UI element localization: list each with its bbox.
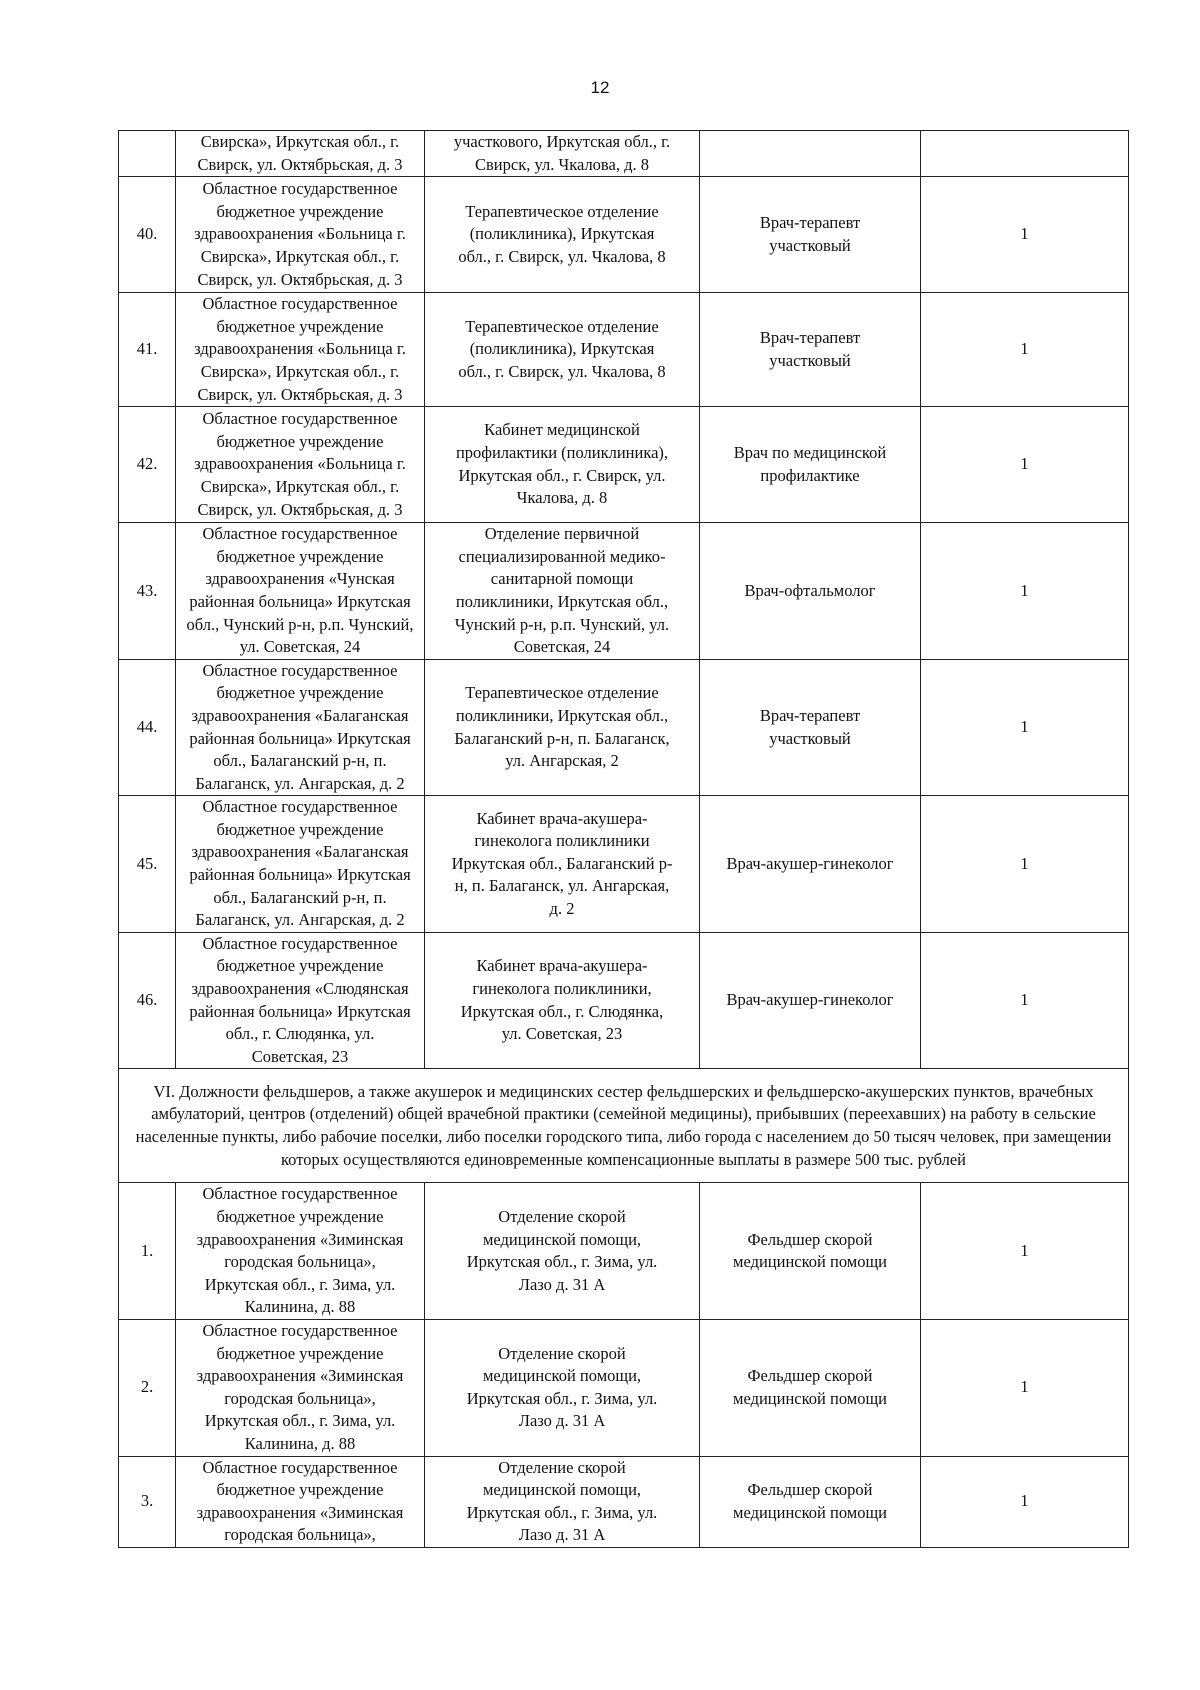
department-cell-text: Терапевтическое отделение поликлиники, Иркутская обл., Балаганский р-н, п. Балаганск, ул. Ангарская, 2 xyxy=(454,683,670,771)
count-cell-text: 1 xyxy=(1020,1377,1029,1397)
position-cell xyxy=(700,293,921,407)
row-number-text: 40. xyxy=(136,224,158,244)
organization-cell-text: Областное государственное бюджетное учреждение здравоохранения «Зиминская городская больница», Иркутская обл., г. Зима, ул. Калинина, д. 88 xyxy=(196,1320,404,1453)
department-cell xyxy=(425,659,700,796)
organization-cell xyxy=(176,1456,425,1547)
count-cell xyxy=(921,131,1129,177)
department-cell-text: Терапевтическое отделение (поликлиника), Иркутская обл., г. Свирск, ул. Чкалова, 8 xyxy=(458,316,666,381)
table-row xyxy=(119,1319,1129,1456)
department-cell xyxy=(425,932,700,1069)
count-cell xyxy=(921,1183,1129,1320)
organization-cell xyxy=(176,177,425,293)
organization-cell-text: Областное государственное бюджетное учреждение здравоохранения «Больница г. Свирска», Иркутская обл., г. Свирск, ул. Октябрьская, д. 3 xyxy=(194,409,406,519)
department-cell xyxy=(425,407,700,523)
position-cell-text: Врач-терапевт участковый xyxy=(759,213,861,255)
count-cell-text: 1 xyxy=(1020,339,1029,359)
row-number-text: 42. xyxy=(136,454,158,474)
row-number xyxy=(119,1319,176,1456)
table-row xyxy=(119,131,1129,177)
count-cell xyxy=(921,293,1129,407)
organization-cell-text: Областное государственное бюджетное учреждение здравоохранения «Балаганская районная больница» Иркутская обл., Балаганский р-н, п. Балаганск, ул. Ангарская, д. 2 xyxy=(189,797,411,930)
department-cell xyxy=(425,796,700,933)
organization-cell-text: Областное государственное бюджетное учреждение здравоохранения «Больница г. Свирска», Иркутская обл., г. Свирск, ул. Октябрьская, д. 3 xyxy=(194,179,406,289)
row-number-text: 2. xyxy=(140,1377,154,1397)
row-number xyxy=(119,177,176,293)
organization-cell-text: Свирска», Иркутская обл., г. Свирск, ул. Октябрьская, д. 3 xyxy=(197,132,403,174)
position-cell xyxy=(700,177,921,293)
table-row xyxy=(119,932,1129,1069)
organization-cell xyxy=(176,796,425,933)
department-cell-text: Отделение скорой медицинской помощи, Иркутская обл., г. Зима, ул. Лазо д. 31 А xyxy=(466,1343,658,1431)
position-cell xyxy=(700,407,921,523)
page-number: 12 xyxy=(590,78,610,97)
row-number-text: 41. xyxy=(136,339,158,359)
organization-cell xyxy=(176,1319,425,1456)
department-cell xyxy=(425,1319,700,1456)
row-number xyxy=(119,659,176,796)
department-cell-text: Отделение первичной специализированной медико- санитарной помощи поликлиники, Иркутская обл., Чунский р-н, р.п. Чунский, ул. Советская, 24 xyxy=(454,524,670,657)
count-cell xyxy=(921,932,1129,1069)
position-cell-text: Врач-терапевт участковый xyxy=(759,705,861,748)
organization-cell-text: Областное государственное бюджетное учреждение здравоохранения «Больница г. Свирска», Иркутская обл., г. Свирск, ул. Октябрьская, д. 3 xyxy=(194,294,406,404)
row-number-text: 1. xyxy=(140,1240,154,1260)
organization-cell xyxy=(176,932,425,1069)
department-cell-text: Кабинет врача-акушера- гинеколога поликлиники, Иркутская обл., г. Слюдянка, ул. Советская, 23 xyxy=(460,956,664,1044)
position-cell-text: Фельдшер скорой медицинской помощи xyxy=(733,1480,887,1522)
position-cell-text: Врач по медицинской профилактике xyxy=(733,443,887,485)
table-body-after xyxy=(119,1183,1129,1548)
count-cell-text: 1 xyxy=(1020,853,1029,873)
row-number-text: 45. xyxy=(136,853,158,873)
table-row xyxy=(119,1456,1129,1547)
department-cell-text: Кабинет медицинской профилактики (поликлиника), Иркутская обл., г. Свирск, ул. Чкалова, д. 8 xyxy=(455,420,669,508)
position-cell-text: Врач-акушер-гинеколог xyxy=(726,853,894,873)
organization-cell-text: Областное государственное бюджетное учреждение здравоохранения «Зиминская городская больница», xyxy=(196,1457,404,1545)
organization-cell-text: Областное государственное бюджетное учреждение здравоохранения «Слюдянская районная больница» Иркутская обл., г. Слюдянка, ул. Советская, 23 xyxy=(189,933,411,1066)
department-cell-text: участкового, Иркутская обл., г. Свирск, ул. Чкалова, д. 8 xyxy=(453,132,671,174)
position-cell xyxy=(700,131,921,177)
section-vi-heading: VI. Должности фельдшеров, а также акушерок и медицинских сестер фельдшерских и фельдшерско-акушерских пунктов, врачебных амбулаторий, центров (отделений) общей врачебной практики (семейной медицины), прибывших (переехавших) на работу в сельские населенные пункты, либо рабочие поселки, либо поселки городского типа, либо города с населением до 50 тысяч человек, при замещении которых осуществляются единовременные компенсационные выплаты в размере 500 тыс. рублей xyxy=(119,1069,1129,1183)
table-row xyxy=(119,293,1129,407)
count-cell xyxy=(921,177,1129,293)
row-number xyxy=(119,1456,176,1547)
organization-cell xyxy=(176,407,425,523)
table-body-before xyxy=(119,131,1129,1069)
department-cell xyxy=(425,1456,700,1547)
organization-cell-text: Областное государственное бюджетное учреждение здравоохранения «Балаганская районная больница» Иркутская обл., Балаганский р-н, п. Балаганск, ул. Ангарская, д. 2 xyxy=(189,660,411,793)
department-cell-text: Терапевтическое отделение (поликлиника), Иркутская обл., г. Свирск, ул. Чкалова, 8 xyxy=(458,201,666,266)
count-cell-text: 1 xyxy=(1020,717,1029,737)
organization-cell-text: Областное государственное бюджетное учреждение здравоохранения «Зиминская городская больница», Иркутская обл., г. Зима, ул. Калинина, д. 88 xyxy=(196,1184,404,1317)
position-cell xyxy=(700,796,921,933)
row-number xyxy=(119,131,176,177)
table-row xyxy=(119,1183,1129,1320)
position-cell xyxy=(700,1183,921,1320)
organization-cell xyxy=(176,659,425,796)
organization-cell xyxy=(176,131,425,177)
department-cell xyxy=(425,523,700,660)
count-cell xyxy=(921,796,1129,933)
section-vi-body xyxy=(119,1069,1129,1183)
count-cell-text: 1 xyxy=(1020,1240,1029,1260)
department-cell xyxy=(425,293,700,407)
table-row xyxy=(119,796,1129,933)
department-cell-text: Кабинет врача-акушера- гинеколога поликлиники Иркутская обл., Балаганский р- н, п. Балаганск, ул. Ангарская, д. 2 xyxy=(451,808,673,918)
position-cell xyxy=(700,932,921,1069)
department-cell xyxy=(425,1183,700,1320)
position-cell xyxy=(700,659,921,796)
table-row xyxy=(119,659,1129,796)
count-cell xyxy=(921,659,1129,796)
position-cell-text: Врач-терапевт участковый xyxy=(759,328,861,370)
row-number-text: 43. xyxy=(136,580,158,600)
position-cell-text: Фельдшер скорой медицинской помощи xyxy=(733,1229,887,1272)
position-cell-text: Врач-акушер-гинеколог xyxy=(726,990,894,1010)
row-number xyxy=(119,407,176,523)
row-number-text: 3. xyxy=(140,1491,154,1511)
count-cell-text: 1 xyxy=(1020,224,1029,244)
department-cell-text: Отделение скорой медицинской помощи, Иркутская обл., г. Зима, ул. Лазо д. 31 А xyxy=(466,1457,658,1545)
organization-cell xyxy=(176,523,425,660)
count-cell xyxy=(921,1456,1129,1547)
row-number xyxy=(119,293,176,407)
department-cell xyxy=(425,131,700,177)
count-cell-text: 1 xyxy=(1020,580,1029,600)
organization-cell-text: Областное государственное бюджетное учреждение здравоохранения «Чунская районная больница» Иркутская обл., Чунский р-н, р.п. Чунский, ул. Советская, 24 xyxy=(186,524,414,657)
row-number xyxy=(119,932,176,1069)
organization-cell xyxy=(176,293,425,407)
positions-table xyxy=(118,130,1129,1548)
row-number-text: 46. xyxy=(136,990,158,1010)
row-number xyxy=(119,1183,176,1320)
row-number-text: 44. xyxy=(136,717,158,737)
count-cell-text: 1 xyxy=(1020,1491,1029,1511)
count-cell-text: 1 xyxy=(1020,454,1029,474)
count-cell xyxy=(921,407,1129,523)
department-cell-text: Отделение скорой медицинской помощи, Иркутская обл., г. Зима, ул. Лазо д. 31 А xyxy=(466,1207,658,1294)
section-vi-row xyxy=(119,1069,1129,1183)
table-row xyxy=(119,407,1129,523)
count-cell xyxy=(921,523,1129,660)
row-number xyxy=(119,796,176,933)
position-cell xyxy=(700,1319,921,1456)
position-cell-text: Фельдшер скорой медицинской помощи xyxy=(733,1366,887,1408)
position-cell xyxy=(700,523,921,660)
position-cell-text: Врач-офтальмолог xyxy=(744,580,876,600)
table-row xyxy=(119,177,1129,293)
count-cell xyxy=(921,1319,1129,1456)
count-cell-text: 1 xyxy=(1020,990,1029,1010)
department-cell xyxy=(425,177,700,293)
organization-cell xyxy=(176,1183,425,1320)
position-cell xyxy=(700,1456,921,1547)
table-row xyxy=(119,523,1129,660)
row-number xyxy=(119,523,176,660)
